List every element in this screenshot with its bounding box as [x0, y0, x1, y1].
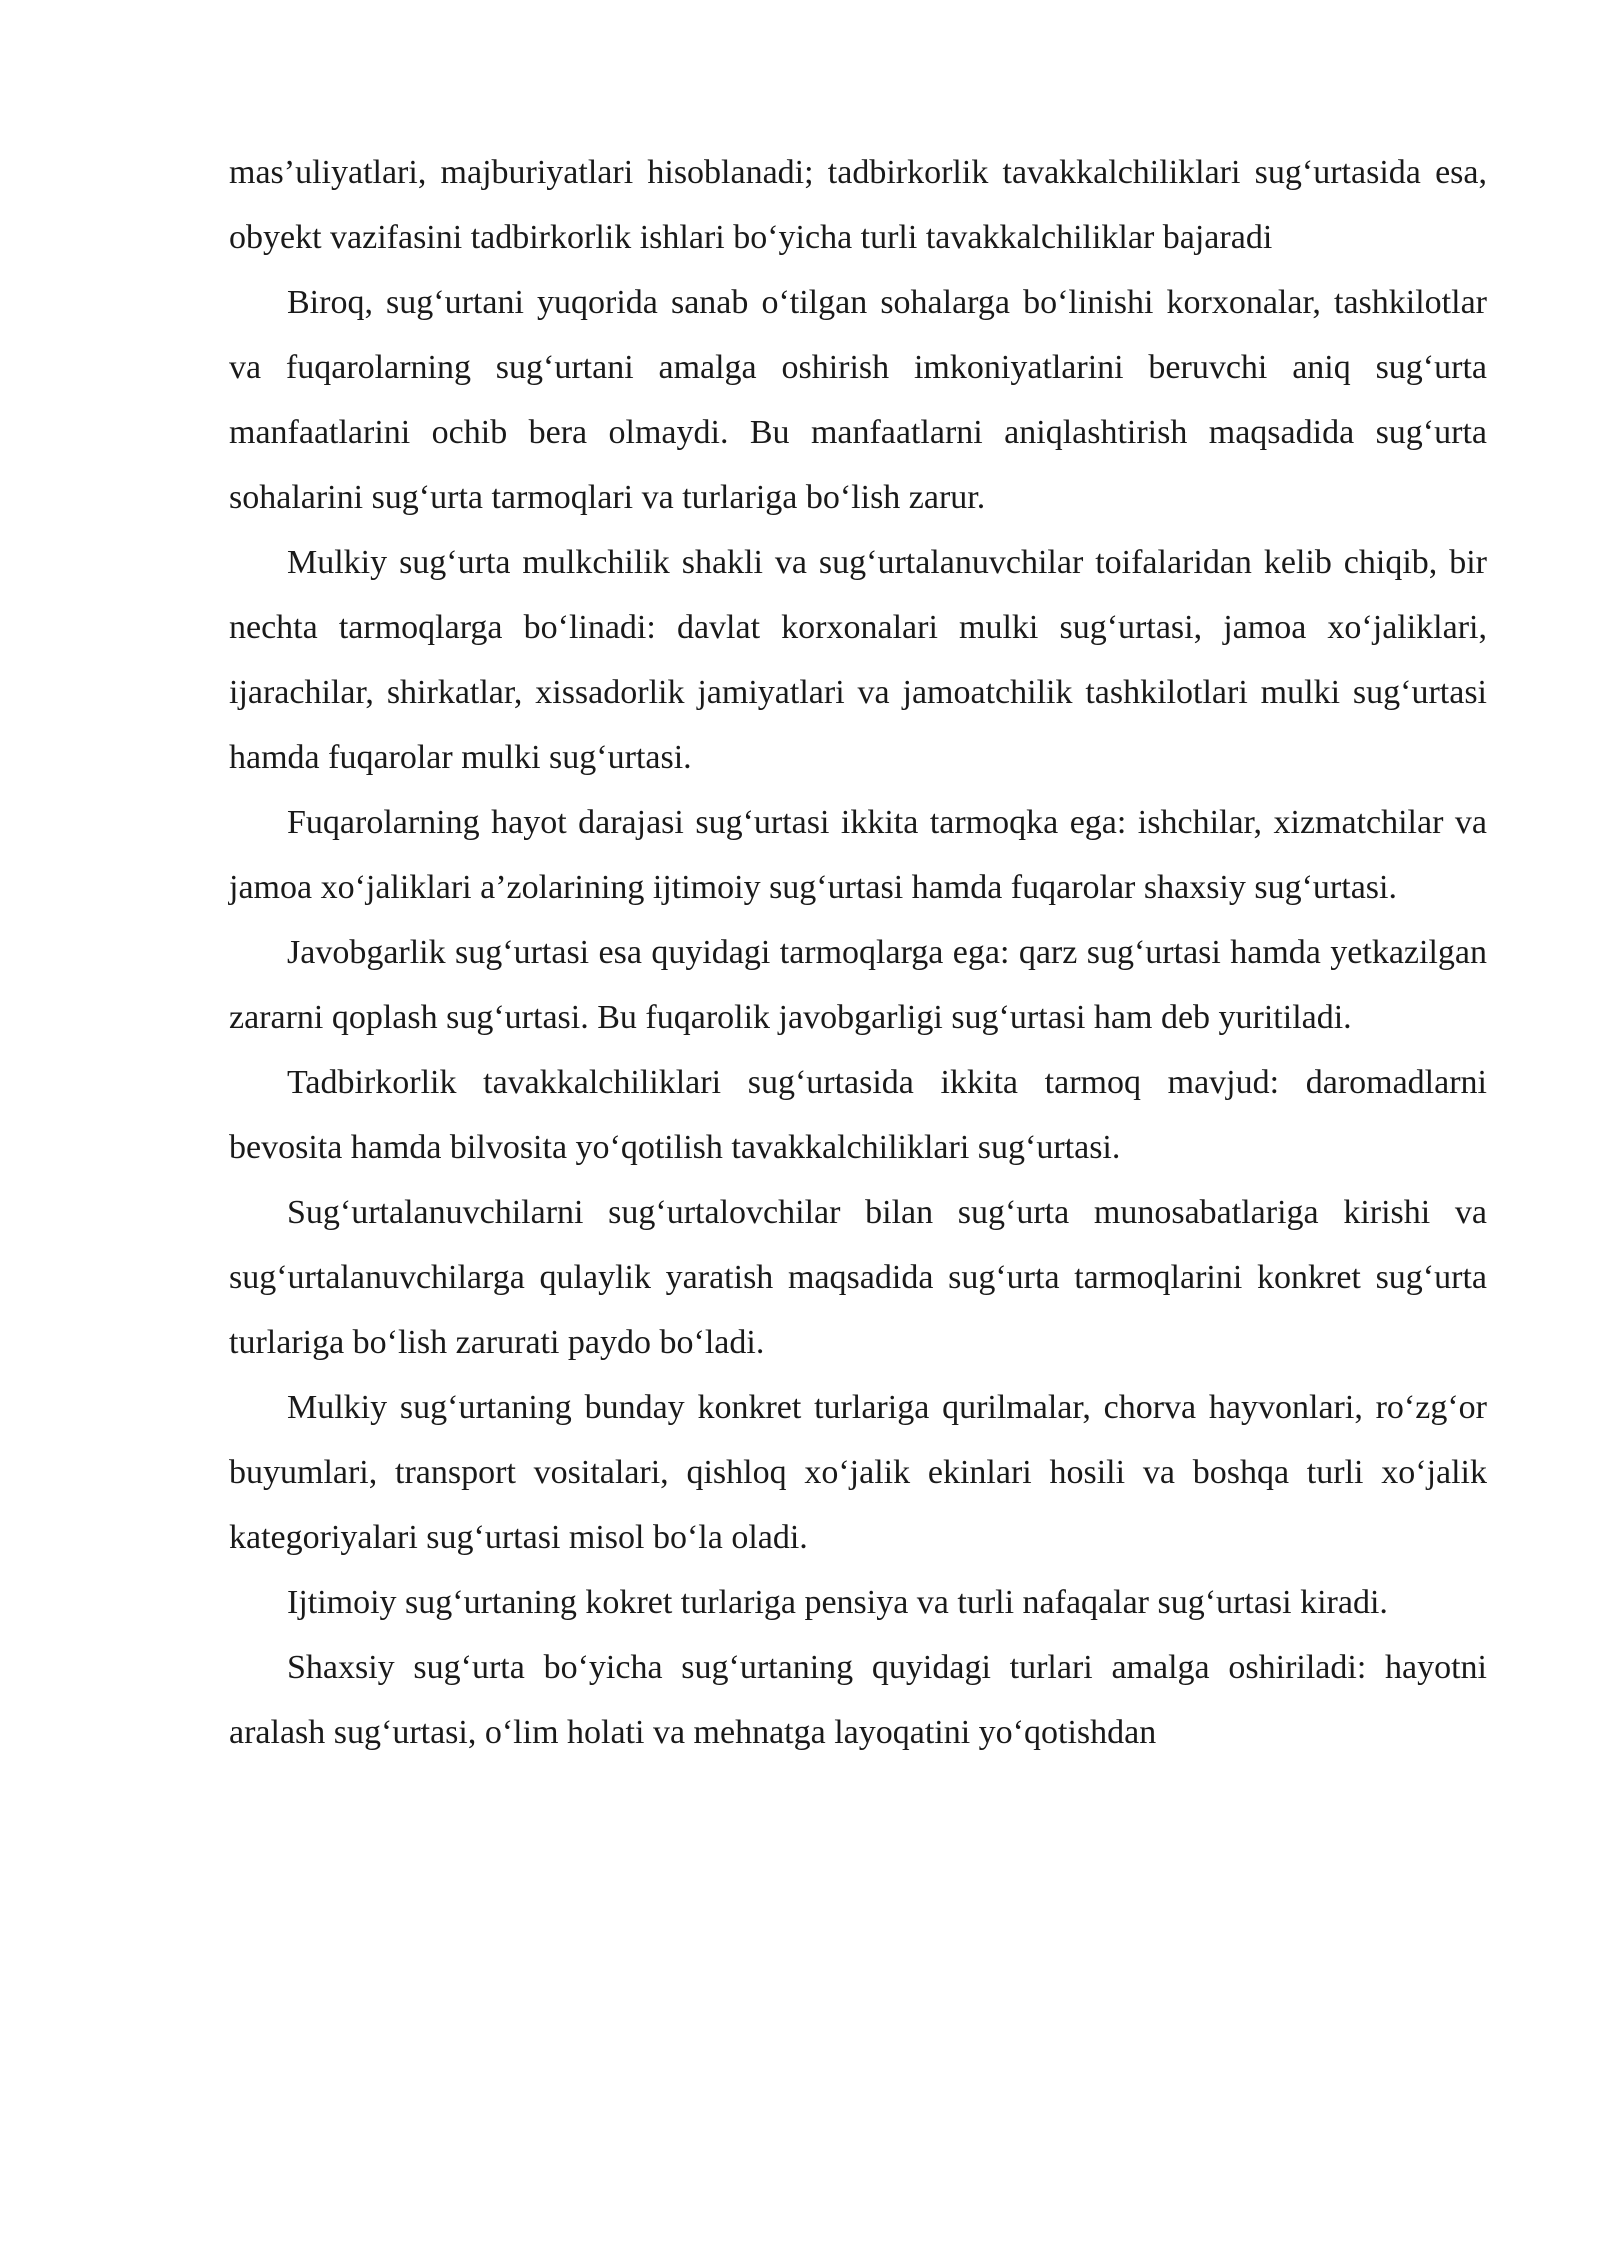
paragraph: Mulkiy sug‘urtaning bunday konkret turlariga qurilmalar, chorva hayvonlari, ro‘zg‘or buyumlari, transport vositalari, qishloq xo‘jalik ekinlari hosili va boshqa turli xo‘jalik kategoriyalari sug‘urtasi misol bo‘la oladi. — [229, 1389, 1487, 1556]
paragraph-continuation: mas’uliyatlari, majburiyatlari hisoblanadi; tadbirkorlik tavakkalchiliklari sug‘urtasida esa, obyekt vazifasini tadbirkorlik ishlari bo‘yicha turli tavakkalchiliklar bajaradi — [229, 154, 1487, 256]
paragraph: Biroq, sug‘urtani yuqorida sanab o‘tilgan sohalarga bo‘linishi korxonalar, tashkilotlar va fuqarolarning sug‘urtani amalga oshirish imkoniyatlarini beruvchi aniq sug‘urta manfaatlarini ochib bera olmaydi. Bu manfaatlarni aniqlashtirish maqsadida sug‘urta sohalarini sug‘urta tarmoqlari va turlariga bo‘lish zarur. — [229, 284, 1487, 516]
paragraph: Sug‘urtalanuvchilarni sug‘urtalovchilar bilan sug‘urta munosabatlariga kirishi va sug‘urtalanuvchilarga qulaylik yaratish maqsadida sug‘urta tarmoqlarini konkret sug‘urta turlariga bo‘lish zarurati paydo bo‘ladi. — [229, 1194, 1487, 1361]
paragraph: Fuqarolarning hayot darajasi sug‘urtasi ikkita tarmoqka ega: ishchilar, xizmatchilar va jamoa xo‘jaliklari a’zolarining ijtimoiy sug‘urtasi hamda fuqarolar shaxsiy sug‘urtasi. — [229, 804, 1487, 906]
paragraph: Shaxsiy sug‘urta bo‘yicha sug‘urtaning quyidagi turlari amalga oshiriladi: hayotni aralash sug‘urtasi, o‘lim holati va mehnatga layoqatini yo‘qotishdan — [229, 1649, 1487, 1751]
paragraph: Mulkiy sug‘urta mulkchilik shakli va sug‘urtalanuvchilar toifalaridan kelib chiqib, bir nechta tarmoqlarga bo‘linadi: davlat korxonalari mulki sug‘urtasi, jamoa xo‘jaliklari, ijarachilar, shirkatlar, xissadorlik jamiyatlari va jamoatchilik tashkilotlari mulki sug‘urtasi hamda fuqarolar mulki sug‘urtasi. — [229, 544, 1487, 776]
paragraph: Tadbirkorlik tavakkalchiliklari sug‘urtasida ikkita tarmoq mavjud: daromadlarni bevosita hamda bilvosita yo‘qotilish tavakkalchiliklari sug‘urtasi. — [229, 1064, 1487, 1166]
paragraph: Ijtimoiy sug‘urtaning kokret turlariga pensiya va turli nafaqalar sug‘urtasi kiradi. — [287, 1584, 1388, 1621]
document-body — [229, 140, 1487, 1765]
paragraph: Javobgarlik sug‘urtasi esa quyidagi tarmoqlarga ega: qarz sug‘urtasi hamda yetkazilgan zararni qoplash sug‘urtasi. Bu fuqarolik javobgarligi sug‘urtasi ham deb yuritiladi. — [229, 934, 1487, 1036]
